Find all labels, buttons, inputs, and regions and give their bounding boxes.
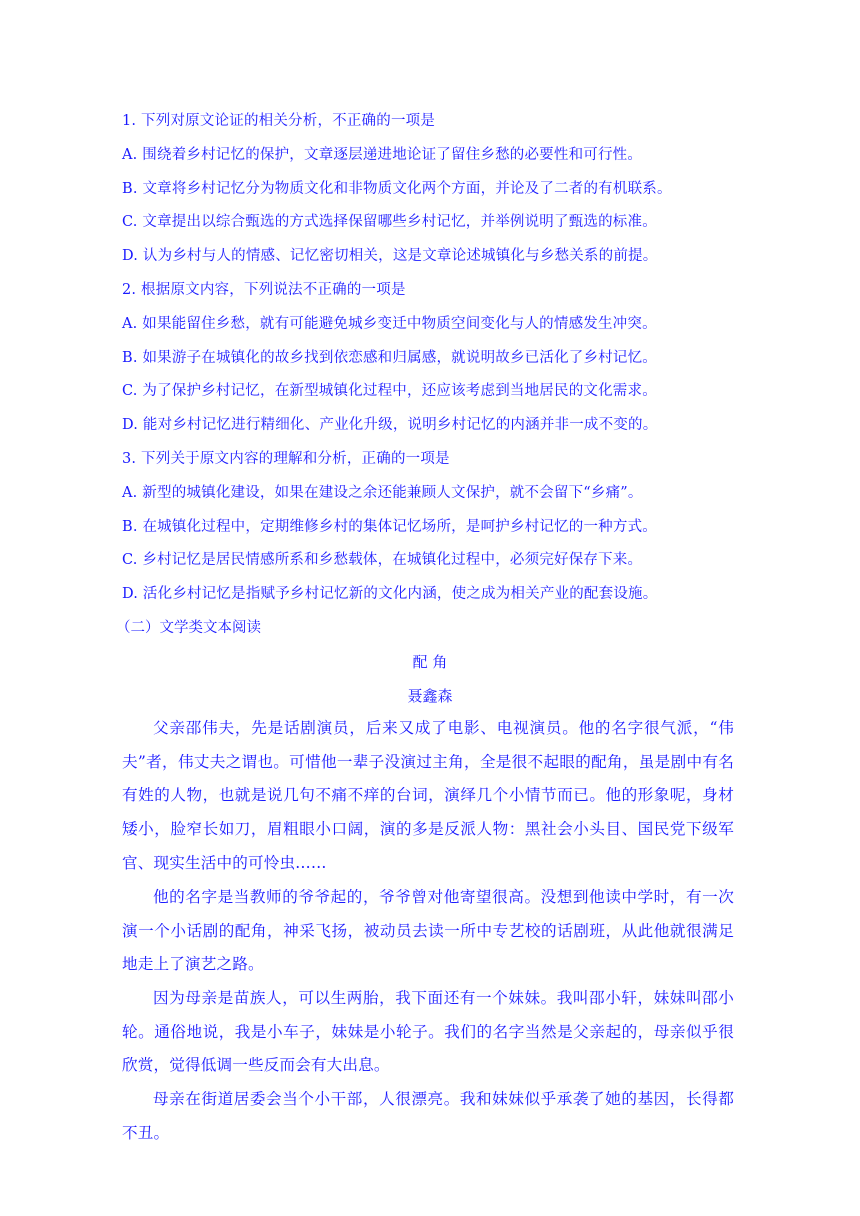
question-1-option-d: D. 认为乡村与人的情感、记忆密切相关，这是文章论述城镇化与乡愁关系的前提。 <box>122 248 658 264</box>
question-3-stem: 3. 下列关于原文内容的理解和分析，正确的一项是 <box>122 451 450 467</box>
question-1-option-b: B. 文章将乡村记忆分为物质文化和非物质文化两个方面，并论及了二者的有机联系。 <box>122 181 672 197</box>
question-2-option-d: D. 能对乡村记忆进行精细化、产业化升级，说明乡村记忆的内涵并非一成不变的。 <box>122 417 658 433</box>
story-paragraph-1: 父亲邵伟夫，先是话剧演员，后来又成了电影、电视演员。他的名字很气派，“伟夫”者，伟丈夫之谓也。可惜他一辈子没演过主角，全是很不起眼的配角，虽是剧中有名有姓的人物，也就是说几句不痛不痒的台词，演绎几个小情节而已。他的形象呢，身材矮小，脸窄长如刀，眉粗眼小口阔，演的多是反派人物：黑社会小头目、国民党下级军官、现实生活中的可怜虫…… <box>122 719 734 872</box>
question-2-stem: 2. 根据原文内容，下列说法不正确的一项是 <box>122 282 406 298</box>
question-2-option-b: B. 如果游子在城镇化的故乡找到依恋感和归属感，就说明故乡已活化了乡村记忆。 <box>122 350 657 366</box>
question-1-option-a: A. 围绕着乡村记忆的保护，文章逐层递进地论证了留住乡愁的必要性和可行性。 <box>122 147 643 163</box>
question-1-stem: 1. 下列对原文论证的相关分析，不正确的一项是 <box>122 113 436 129</box>
question-3-option-d: D. 活化乡村记忆是指赋予乡村记忆新的文化内涵，使之成为相关产业的配套设施。 <box>122 586 658 602</box>
question-2-option-c: C. 为了保护乡村记忆，在新型城镇化过程中，还应该考虑到当地居民的文化需求。 <box>122 383 657 399</box>
story-title: 配 角 <box>412 653 448 671</box>
question-3-option-a: A. 新型的城镇化建设，如果在建设之余还能兼顾人文保护，就不会留下“乡痛”。 <box>122 485 643 501</box>
question-1-option-c: C. 文章提出以综合甄选的方式选择保留哪些乡村记忆，并举例说明了甄选的标准。 <box>122 214 657 230</box>
story-paragraph-4: 母亲在街道居委会当个小干部，人很漂亮。我和妹妹似乎承袭了她的基因，长得都不丑。 <box>122 1090 734 1142</box>
question-3-option-c: C. 乡村记忆是居民情感所系和乡愁载体，在城镇化过程中，必须完好保存下来。 <box>122 552 643 568</box>
story-author: 聂鑫森 <box>407 687 453 705</box>
question-3-option-b: B. 在城镇化过程中，定期维修乡村的集体记忆场所，是呵护乡村记忆的一种方式。 <box>122 519 657 535</box>
section-heading: （二）文学类文本阅读 <box>116 620 261 636</box>
question-2-option-a: A. 如果能留住乡愁，就有可能避免城乡变迁中物质空间变化与人的情感发生冲突。 <box>122 316 657 332</box>
story-paragraph-2: 他的名字是当教师的爷爷起的，爷爷曾对他寄望很高。没想到他读中学时，有一次演一个小话剧的配角，神采飞扬，被动员去读一所中专艺校的话剧班，从此他就很满足地走上了演艺之路。 <box>122 888 734 974</box>
story-paragraph-3: 因为母亲是苗族人，可以生两胎，我下面还有一个妹妹。我叫邵小轩，妹妹叫邵小轮。通俗地说，我是小车子，妹妹是小轮子。我们的名字当然是父亲起的，母亲似乎很欣赏，觉得低调一些反而会有大出息。 <box>122 989 734 1075</box>
